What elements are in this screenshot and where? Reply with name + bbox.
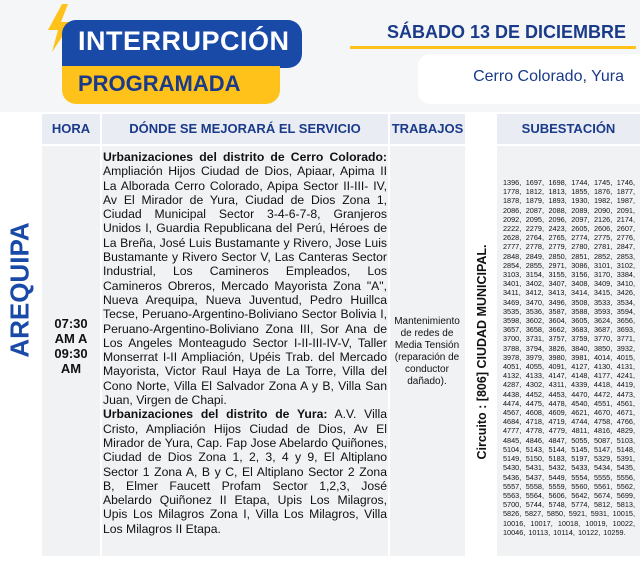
servicio-text <box>103 150 387 536</box>
servicio-body: A.V. Villa Cristo, Ampliación Hijos Ciudad de Dios, Av El Mirador de Yura, Cap. Fap Jose Abelardo Quiñones, Ciudad de Dios Zona 1, 2, 3, 4 y 9, El Altiplano Sector 1 Zona A, B y C, El Altiplano Sector 2 Zona B, Elmer Faucett Profam Sector 1,2,3, José Abelardo Quiñonez II Etapa, Upis Los Milagros, Upis Los Milagros Zona I, Villa Los Milagros, Villa Los Milagros II Etapa. <box>103 407 387 536</box>
column-header-servicio: DÓNDE SE MEJORARÁ EL SERVICIO <box>102 114 388 144</box>
column-header-trabajos: TRABAJOS <box>390 114 465 144</box>
region-label: AREQUIPA <box>4 222 35 358</box>
servicio-paragraph <box>103 150 387 407</box>
page-subtitle: PROGRAMADA <box>78 71 241 96</box>
circuito-label: Circuito : [806] CIUDAD MUNICIPAL. <box>475 244 489 460</box>
trabajos-text: Mantenimiento de redes de Media Tensión (reparación de conductor dañado). <box>394 316 460 387</box>
location-label: Cerro Colorado, Yura <box>473 68 624 85</box>
hora-line: 07:30 <box>54 316 88 331</box>
page-title: INTERRUPCIÓN <box>78 26 290 56</box>
subestacion-list: 1396, 1697, 1698, 1744, 1745, 1746, 1778, 1812, 1813, 1855, 1876, 1877, 1878, 1879, 1893, 1930, 1982, 1987, 2086, 2087, 2088, 2089, 2090, 2091, 2092, 2095, 2096, 2097, 2126, 2174, 2222, 2279, 2423, 2605, 2606, 2607, 2628, 2764, 2765, 2774, 2775, 2776, 2777, 2778, 2779, 2780, 2781, 2847, 2848, 2849, 2850, 2851, 2852, 2853, 2854, 2855, 2971, 3086, 3101, 3102, 3103, 3154, 3155, 3156, 3170, 3384, 3401, 3402, 3407, 3408, 3409, 3410, 3411, 3412, 3413, 3414, 3415, 3426, 3469, 3470, 3496, 3508, 3533, 3534, 3535, 3536, 3587, 3588, 3593, 3594, 3598, 3602, 3604, 3605, 3624, 3656, 3657, 3658, 3662, 3683, 3687, 3693, 3700, 3731, 3757, 3759, 3770, 3771, 3788, 3794, 3826, 3840, 3850, 3932, 3978, 3979, 3980, 3981, 4014, 4015, 4051, 4055, 4091, 4127, 4130, 4131, 4132, 4133, 4147, 4148, 4177, 4241, 4287, 4302, 4311, 4339, 4418, 4419, 4438, 4452, 4453, 4470, 4472, 4473, 4474, 4475, 4478, 4540, 4551, 4561, 4567, 4608, 4609, 4621, 4670, 4671, 4684, 4718, 4719, 4744, 4758, 4766, 4777, 4778, 4779, 4811, 4816, 4829, 4845, 4846, 4847, 5055, 5087, 5103, 5104, 5143, 5144, 5145, 5147, 5148, 5149, 5150, 5183, 5197, 5329, 5391, 5430, 5431, 5432, 5433, 5434, 5435, 5436, 5437, 5449, 5554, 5555, 5556, 5557, 5558, 5559, 5560, 5561, 5562, 5563, 5564, 5606, 5642, 5674, 5699, 5700, 5744, 5748, 5774, 5812, 5813, 5826, 5827, 5850, 5921, 5931, 10015, 10016, 10017, 10018, 10019, 10022, 10046, 10113, 10114, 10122, 10259. <box>503 178 635 537</box>
hora-line: AM A <box>54 331 88 346</box>
date-label: SÁBADO 13 DE DICIEMBRE <box>386 22 626 42</box>
hora-text <box>42 316 100 376</box>
servicio-heading: Urbanizaciones del distrito de Cerro Colorado: <box>103 150 387 164</box>
column-header-subestacion: SUBESTACIÓN <box>497 114 640 144</box>
hora-line: 09:30 <box>54 346 88 361</box>
date-underline <box>350 46 636 49</box>
hora-line: AM <box>60 361 82 376</box>
servicio-body: Ampliación Hijos Ciudad de Dios, Apiaar, Apima II La Alborada Cerro Colorado, Apipa Sector II-III- IV, Av El Mirador de Yura, Ciudad de Dios Zona 1, Ciudad Municipal Sector 3-4-6-7-8, Granjeros Unidos I, Guardia Republicana del Perú, Héroes de La Breña, José Luis Bustamante y Rivero, Jose Luis Bustamante y Rivero Sector V, Las Canteras Sector Industrial, Los Camineros Empleados, Los Camineros Obreros, Mercado Mayorista Zona "A", Nueva Arequipa, Nueva Juventud, Pedro Huillca Tecse, Peruano-Argentino-Boliviano Sector Bolivia I, Peruano-Argentino-Boliviano Zona III, Sor Ana de Los Angeles Monteagudo Sector I-II-III-IV-V, Taller Monserrat I-II Ampliación, Upéis Trab. del Mercado Mayorista, Victor Raul Haya de La Torre, Villa del Cono Norte, Villa El Salvador Zona A y B, Villa San Juan, Virgen de Chapi. <box>103 164 387 408</box>
servicio-paragraph <box>103 407 387 536</box>
servicio-heading: Urbanizaciones del distrito de Yura: <box>103 407 328 422</box>
column-header-hora: HORA <box>42 114 100 144</box>
